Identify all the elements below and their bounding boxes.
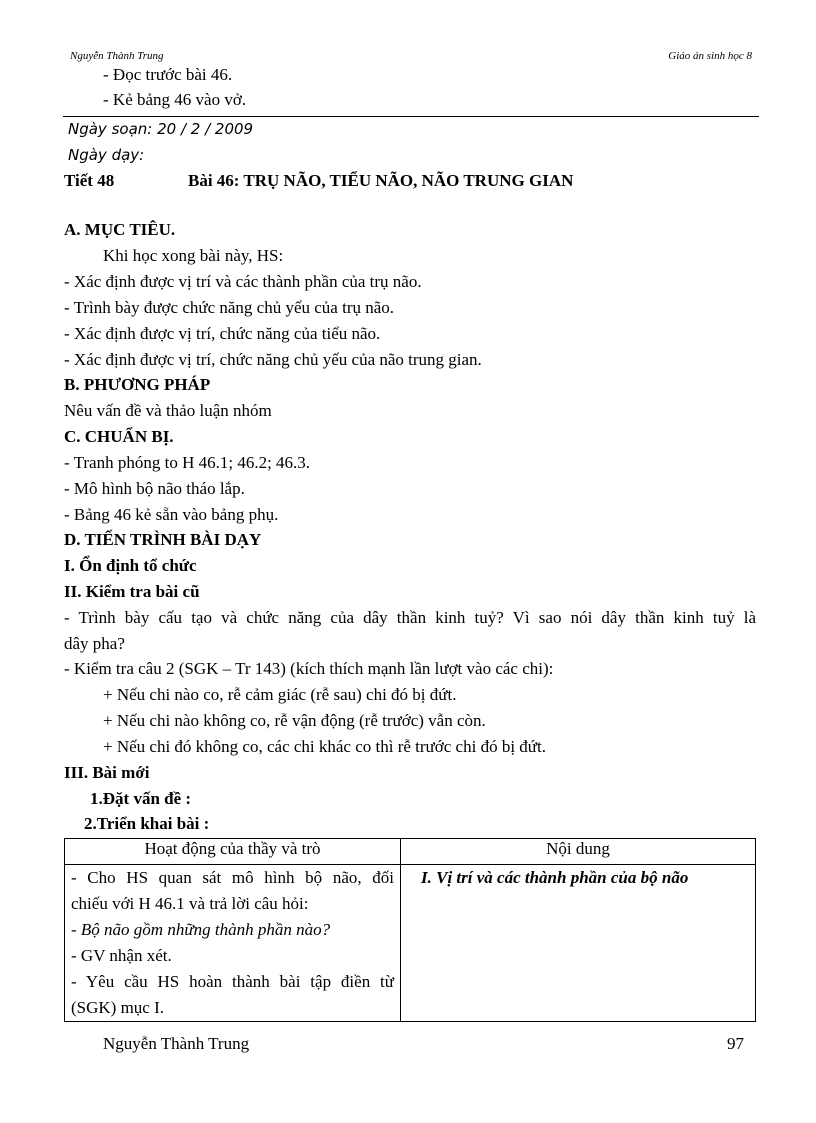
step-2-heading: 2.Triển khai bài : bbox=[84, 814, 210, 833]
footer-author: Nguyễn Thành Trung bbox=[103, 1034, 250, 1053]
section-a-intro: Khi học xong bài này, HS: bbox=[103, 246, 284, 265]
step-1-heading: 1.Đặt vấn đề : bbox=[90, 789, 192, 808]
table-header-row bbox=[65, 839, 756, 865]
activity-line: - Yêu cầu HS hoàn thành bài tập điền từ bbox=[71, 972, 394, 991]
objective-item: - Xác định được vị trí và các thành phần của trụ não. bbox=[64, 272, 422, 291]
section-c-heading: C. CHUẨN BỊ. bbox=[64, 427, 174, 446]
activity-question: - Bộ não gồm những thành phần nào? bbox=[71, 920, 331, 939]
objective-item: - Xác định được vị trí, chức năng chủ yếu của não trung gian. bbox=[64, 350, 482, 369]
prepared-date: Ngày soạn: 20 / 2 / 2009 bbox=[68, 120, 254, 138]
preparation-item: - Mô hình bộ não tháo lắp. bbox=[64, 479, 245, 498]
content-cell bbox=[401, 865, 756, 1022]
answer-item: + Nếu chi nào không co, rễ vận động (rễ trước) vẫn còn. bbox=[103, 711, 486, 730]
previous-task-1: - Đọc trước bài 46. bbox=[103, 65, 233, 84]
section-a-heading: A. MỤC TIÊU. bbox=[64, 220, 176, 239]
lesson-period: Tiết 48 bbox=[64, 171, 115, 190]
lesson-title: Bài 46: TRỤ NÃO, TIỂU NÃO, NÃO TRUNG GIAN bbox=[188, 171, 574, 190]
header-subject: Giáo án sinh học 8 bbox=[668, 50, 752, 62]
section-b-text: Nêu vấn đề và thảo luận nhóm bbox=[64, 401, 272, 420]
answer-item: + Nếu chi nào co, rễ cảm giác (rễ sau) chi đó bị đứt. bbox=[103, 685, 457, 704]
table-row bbox=[65, 865, 756, 1022]
activity-line: (SGK) mục I. bbox=[71, 998, 165, 1017]
content-heading: I. Vị trí và các thành phần của bộ não bbox=[421, 868, 689, 887]
section-d-heading: D. TIẾN TRÌNH BÀI DẠY bbox=[64, 530, 262, 549]
review-question-1-cont: dây pha? bbox=[64, 634, 125, 653]
preparation-item: - Bảng 46 kẻ sẵn vào bảng phụ. bbox=[64, 505, 279, 524]
activities-cell bbox=[65, 865, 401, 1022]
previous-task-2: - Kẻ bảng 46 vào vở. bbox=[103, 90, 247, 109]
header-author: Nguyễn Thành Trung bbox=[70, 50, 164, 62]
review-question-2: - Kiểm tra câu 2 (SGK – Tr 143) (kích thích mạnh lần lượt vào các chi): bbox=[64, 659, 554, 678]
column-header-activities: Hoạt động của thầy và trò bbox=[65, 839, 401, 865]
part-3-heading: III. Bài mới bbox=[64, 763, 150, 782]
activity-table bbox=[64, 838, 756, 1022]
divider-line bbox=[63, 116, 759, 117]
activity-line: chiếu với H 46.1 và trả lời câu hỏi: bbox=[71, 894, 309, 913]
objective-item: - Trình bày được chức năng chủ yếu của trụ não. bbox=[64, 298, 395, 317]
part-1-heading: I. Ổn định tổ chức bbox=[64, 556, 197, 575]
column-header-content: Nội dung bbox=[401, 839, 756, 865]
section-b-heading: B. PHƯƠNG PHÁP bbox=[64, 375, 211, 394]
objective-item: - Xác định được vị trí, chức năng của tiểu não. bbox=[64, 324, 381, 343]
preparation-item: - Tranh phóng to H 46.1; 46.2; 46.3. bbox=[64, 453, 311, 472]
review-question-1: - Trình bày cấu tạo và chức năng của dây thần kinh tuỷ? Vì sao nói dây thần kinh tuỷ là bbox=[64, 608, 756, 627]
answer-item: + Nếu chi đó không co, các chi khác co thì rễ trước chi đó bị đứt. bbox=[103, 737, 546, 756]
page-number: 97 bbox=[727, 1034, 744, 1053]
taught-date: Ngày dạy: bbox=[68, 146, 145, 164]
activity-line: - Cho HS quan sát mô hình bộ não, đối bbox=[71, 868, 394, 887]
part-2-heading: II. Kiểm tra bài cũ bbox=[64, 582, 200, 601]
activity-line: - GV nhận xét. bbox=[71, 946, 172, 965]
